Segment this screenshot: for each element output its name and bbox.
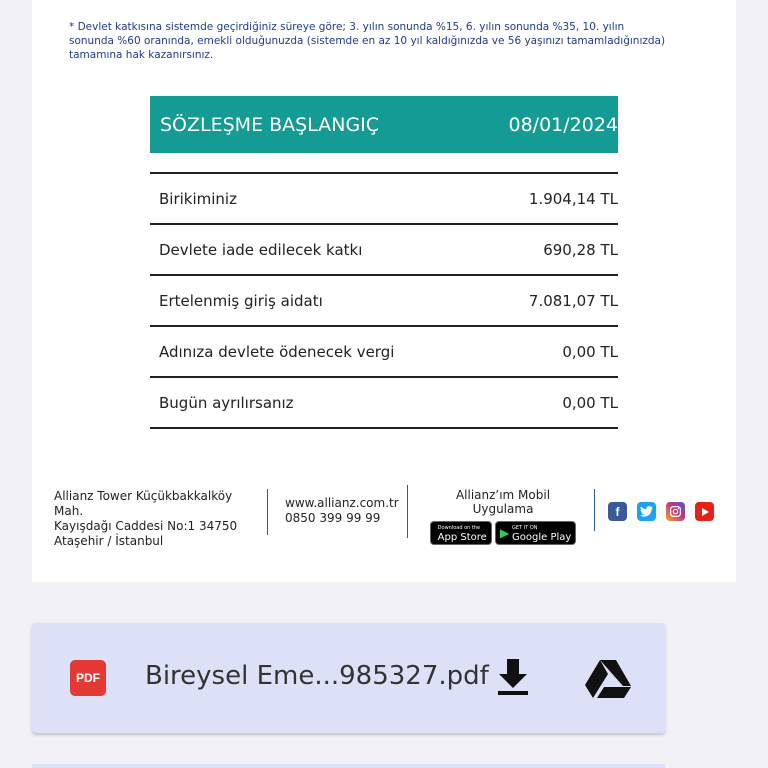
download-icon[interactable] [495,657,531,697]
divider [407,485,408,538]
mobile-app-section [426,488,580,545]
instagram-icon[interactable] [666,502,685,521]
contract-start-date: 08/01/2024 [508,113,618,136]
statement-card [32,0,736,582]
attachment-bar[interactable] [32,623,665,733]
row-value: 690,28 TL [543,240,618,259]
row-value: 7.081,07 TL [528,291,618,310]
contact-info [285,496,399,526]
table-row [150,327,618,378]
row-label: Bugün ayrılırsanız [159,393,294,412]
google-drive-icon[interactable] [584,658,632,698]
row-value: 1.904,14 TL [528,189,618,208]
contract-start-label: SÖZLEŞME BAŞLANGIÇ [160,113,380,136]
row-label: Ertelenmiş giriş aidatı [159,291,323,310]
summary-table [150,172,618,429]
phone-number[interactable]: 0850 399 99 99 [285,511,381,525]
address-line: Ataşehir / İstanbul [54,534,164,548]
table-row [150,378,618,429]
play-icon: ▶ [499,526,510,540]
table-row [150,225,618,276]
twitter-icon[interactable] [637,502,656,521]
badge-small-text: Download on the [437,524,481,531]
youtube-icon[interactable] [695,502,714,521]
divider [267,489,268,535]
address-line: Allianz Tower Küçükbakkalköy Mah. [54,489,233,518]
disclaimer-text: * Devlet katkısına sistemde geçirdiğiniz süreye göre; 3. yılın sonunda %15, 6. yılın sonunda %35, 10. yılın sonunda %60 oranında, emekli olduğunuzda (sistemde en az 10 yıl kaldığınızda ve 56 yaşınızı tamamladığınızda) tamamına hak kazanırsınız. [69,21,666,61]
facebook-icon[interactable]: f [608,502,627,521]
address-line: Kayışdağı Caddesi No:1 34750 [54,519,238,533]
next-attachment-bar [32,764,665,768]
badge-big-text: Google Play [512,531,572,543]
row-value: 0,00 TL [562,342,618,361]
badge-small-text: GET IT ON [512,524,538,531]
company-address [54,489,264,549]
row-label: Adınıza devlete ödenecek vergi [159,342,395,361]
row-label: Devlete iade edilecek katkı [159,240,363,259]
attachment-filename[interactable]: Bireysel Eme...985327.pdf [145,661,489,691]
app-store-badge[interactable] [430,521,492,545]
pdf-icon: PDF [70,660,106,696]
badge-big-text: App Store [437,531,487,543]
row-label: Birikiminiz [159,189,237,208]
google-play-badge[interactable] [495,521,577,545]
row-value: 0,00 TL [562,393,618,412]
email-footer [32,482,736,548]
mobile-app-title: Allianz’ım Mobil Uygulama [455,488,551,516]
contract-start-header [150,96,618,153]
divider [594,489,595,531]
table-row [150,276,618,327]
table-row [150,174,618,225]
social-links [608,502,714,521]
website-link[interactable]: www.allianz.com.tr [285,496,399,510]
